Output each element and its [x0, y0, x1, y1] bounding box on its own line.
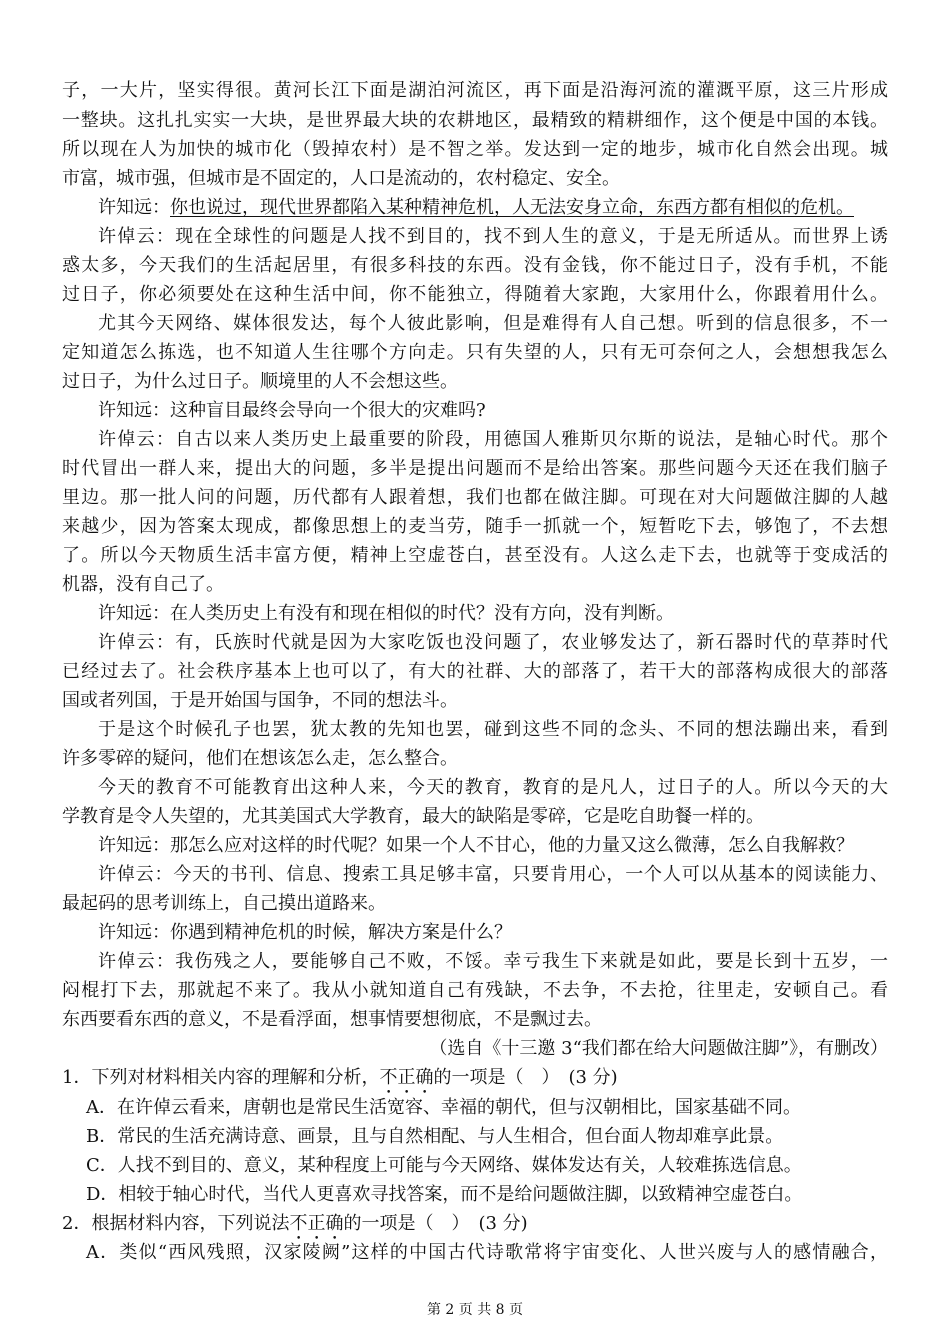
passage-line: 定知道怎么拣选，也不知道人生往哪个方向走。只有失望的人，只有无可奈何之人，会想想我怎么 — [62, 342, 888, 363]
source-citation: （选自《十三邀 3“我们都在给大问题做注脚”》，有删改） — [429, 1038, 888, 1059]
passage-line: 许知远：在人类历史上有没有和现在相似的时代？没有方向，没有判断。 — [98, 603, 674, 624]
passage-line: 最起码的思考训练上，自己摸出道路来。 — [62, 893, 386, 914]
question-1-option-a: A．在许倬云看来，唐朝也是常民生活宽容、幸福的朝代，但与汉朝相比，国家基础不同。 — [86, 1097, 801, 1118]
question-2-text-b: 的一项是（ ） (3 分) — [343, 1213, 528, 1234]
question-1-emphasis: 不正确 — [379, 1067, 434, 1088]
passage-line: 过日子，为什么过日子。顺境里的人不会想这些。 — [62, 371, 458, 392]
passage-line: 来越少，因为答案太现成，都像思想上的麦当劳，随手一抓就一个，短暂吃下去，够饱了，不去想 — [62, 516, 888, 537]
question-2-stem — [62, 1213, 888, 1244]
passage-line: 机器，没有自己了。 — [62, 574, 224, 595]
underlined-question — [98, 197, 888, 219]
passage-line: 许倬云：自古以来人类历史上最重要的阶段，用德国人雅斯贝尔斯的说法，是轴心时代。那个 — [98, 429, 888, 450]
passage-line: 许倬云：我伤残之人，要能够自己不败，不馁。幸亏我生下来就是如此，要是长到十五岁，一 — [98, 951, 888, 972]
question-1-option-c: C．人找不到目的、意义，某种程度上可能与今天网络、媒体发达有关，人较难拣选信息。 — [86, 1155, 802, 1176]
question-1-text-b: 的一项是（ ） (3 分) — [433, 1067, 618, 1088]
passage-line: 子，一大片，坚实得很。黄河长江下面是湖泊河流区，再下面是沿海河流的灌溉平原，这三片形成 — [62, 80, 888, 101]
passage-line: 市富，城市强，但城市是不固定的，人口是流动的，农村稳定、安全。 — [62, 168, 620, 189]
passage-line: 一整块。这扎扎实实一大块，是世界最大块的农耕地区，最精致的精耕细作，这个便是中国的本钱。 — [62, 110, 888, 131]
page-footer: 第 2 页 共 8 页 — [426, 1302, 524, 1318]
passage-line: 时代冒出一群人来，提出大的问题，多半是提出问题而不是给出答案。那些问题今天还在我们脑子 — [62, 458, 888, 479]
passage-line: 里边。那一批人问的问题，历代都有人跟着想，我们也都在做注脚。可现在对大问题做注脚的人越 — [62, 487, 888, 508]
passage-line: 惑太多，今天我们的生活起居里，有很多科技的东西。没有金钱，你不能过日子，没有手机，不能 — [62, 255, 888, 276]
passage-line: 许知远：那怎么应对这样的时代呢？如果一个人不甘心，他的力量又这么微薄，怎么自我解救？ — [98, 835, 854, 856]
underlined-text: 你也说过，现代世界都陷入某种精神危机，人无法安身立命，东西方都有相似的危机。 — [170, 197, 854, 218]
passage-line: 过日子，你必须要处在这种生活中间，你不能独立，得随着大家跑，大家用什么，你跟着用什么。 — [62, 284, 888, 305]
passage-line: 闷棍打下去，那就起不来了。我从小就知道自己有残缺，不去争，不去抢，往里走，安顿自己。看 — [62, 980, 888, 1001]
passage-line: 许倬云：今天的书刊、信息、搜索工具足够丰富，只要肯用心，一个人可以从基本的阅读能力、 — [98, 864, 888, 885]
question-1-option-d: D．相较于轴心时代，当代人更喜欢寻找答案，而不是给问题做注脚，以致精神空虚苍白。 — [86, 1184, 803, 1205]
question-1-text-a: 1．下列对材料相关内容的理解和分析， — [62, 1067, 380, 1088]
question-1-option-b: B．常民的生活充满诗意、画景，且与自然相配、与人生相合，但台面人物却难享此景。 — [86, 1126, 784, 1147]
passage-line: 所以现在人为加快的城市化（毁掉农村）是不智之举。发达到一定的地步，城市化自然会出现。城 — [62, 139, 888, 160]
passage-line: 于是这个时候孔子也罢，犹太教的先知也罢，碰到这些不同的念头、不同的想法蹦出来，看到 — [98, 719, 888, 740]
question-2-option-a: A．类似“西风残照，汉家陵阙”这样的中国古代诗歌常将宇宙变化、人世兴废与人的感情融合， — [86, 1242, 888, 1263]
passage-line: 许知远：这种盲目最终会导向一个很大的灾难吗? — [98, 400, 486, 421]
passage-line: 尤其今天网络、媒体很发达，每个人彼此影响，但是难得有人自己想。听到的信息很多，不一 — [98, 313, 888, 334]
passage-line: 今天的教育不可能教育出这种人来，今天的教育，教育的是凡人，过日子的人。所以今天的大 — [98, 777, 888, 798]
passage-line: 学教育是令人失望的，尤其美国式大学教育，最大的缺陷是零碎，它是吃自助餐一样的。 — [62, 806, 764, 827]
question-2-emphasis: 不正确 — [289, 1213, 344, 1234]
passage-line: 东西要看东西的意义，不是看浮面，想事情要想彻底，不是飘过去。 — [62, 1009, 602, 1030]
passage-line: 许倬云：现在全球性的问题是人找不到目的，找不到人生的意义，于是无所适从。而世界上诱 — [98, 226, 888, 247]
question-1-stem — [62, 1067, 888, 1098]
question-2-text-a: 2．根据材料内容，下列说法 — [62, 1213, 290, 1234]
passage-line: 国或者列国，于是开始国与国争，不同的想法斗。 — [62, 690, 458, 711]
speaker-label: 许知远： — [98, 197, 170, 218]
passage-line: 已经过去了。社会秩序基本上也可以了，有大的社群、大的部落了，若干大的部落构成很大的部落 — [62, 661, 888, 682]
passage-line: 许知远：你遇到精神危机的时候，解决方案是什么？ — [98, 922, 512, 943]
passage-line: 许倬云：有，氏族时代就是因为大家吃饭也没问题了，农业够发达了，新石器时代的草莽时代 — [98, 632, 888, 653]
passage-line: 许多零碎的疑问，他们在想该怎么走，怎么整合。 — [62, 748, 458, 769]
passage-line: 了。所以今天物质生活丰富方便，精神上空虚苍白，甚至没有。人这么走下去，也就等于变成活的 — [62, 545, 888, 566]
